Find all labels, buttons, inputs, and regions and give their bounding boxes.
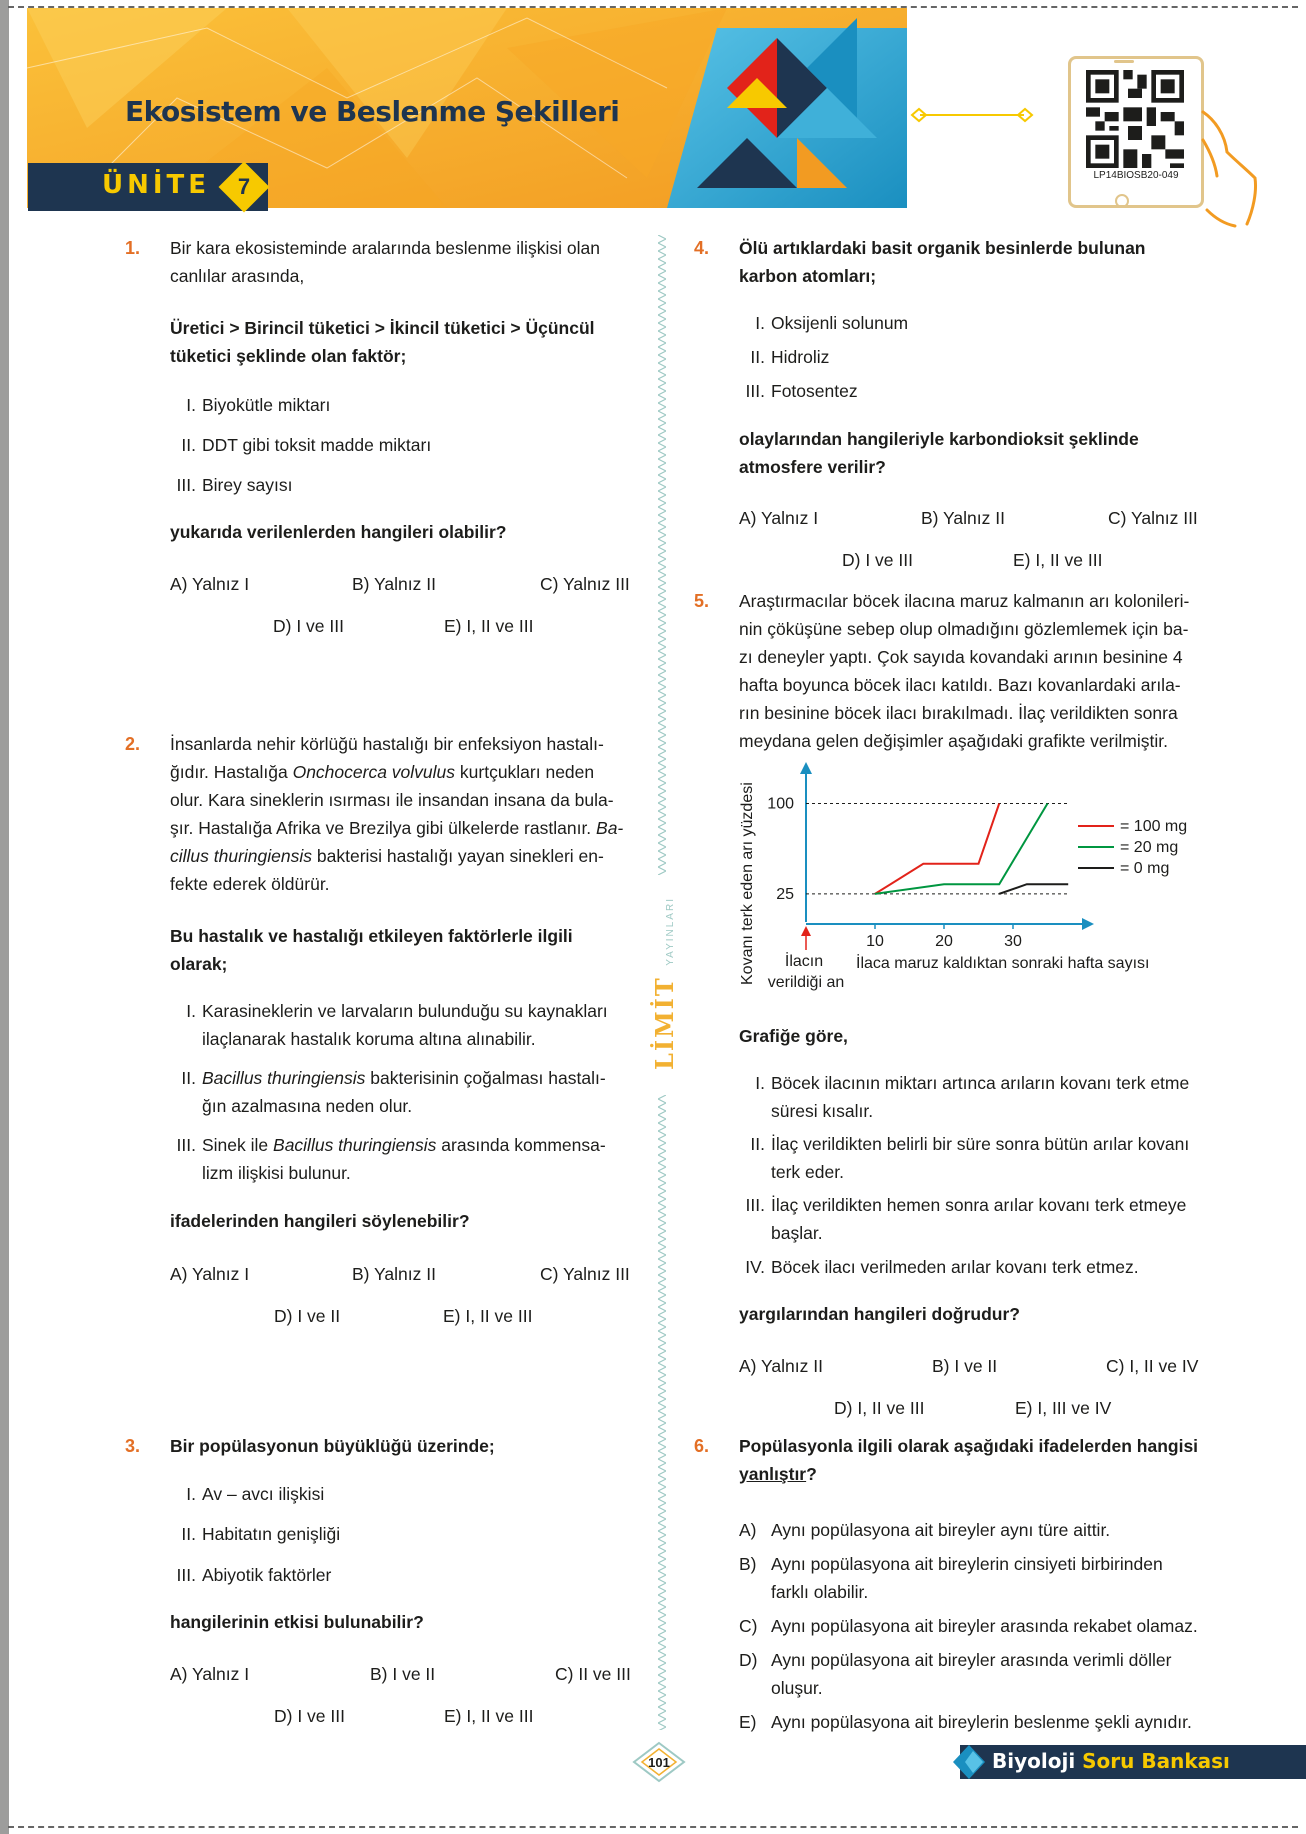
q2-item-text: Sinek ile bbox=[202, 1135, 274, 1155]
q6-option-letter: D) bbox=[739, 1650, 758, 1670]
q4-answer-c[interactable]: C) Yalnız III bbox=[1108, 508, 1198, 528]
q5-question: yargılarından hangileri doğrudur? bbox=[739, 1304, 1020, 1324]
q1-item-text: Birey sayısı bbox=[202, 475, 293, 495]
chart-x-origin-label-1: İlacın bbox=[784, 953, 824, 970]
q1-item-text: DDT gibi toksit madde miktarı bbox=[202, 435, 432, 455]
q5-answer-d[interactable]: D) I, II ve III bbox=[834, 1398, 925, 1418]
q2-text: ğıdır. Hastalığa bbox=[170, 762, 293, 782]
q1-item-numeral: III. bbox=[176, 475, 196, 495]
footer-brand bbox=[992, 1749, 1230, 1773]
q3-answer-d[interactable]: D) I ve III bbox=[274, 1706, 345, 1726]
q2-species-name: Onchocerca volvulus bbox=[292, 762, 456, 782]
chart-x-origin-label-2: verildiği an bbox=[767, 974, 845, 991]
q1-answer-e[interactable]: E) I, II ve III bbox=[444, 616, 534, 636]
q1-answer-c[interactable]: C) Yalnız III bbox=[540, 574, 630, 594]
chart-y-tick-label: 25 bbox=[776, 885, 794, 903]
chart-series-line bbox=[999, 884, 1068, 894]
chart-y-axis-label: Kovanı terk eden arı yüzdesi bbox=[739, 782, 756, 985]
q5-item-numeral: II. bbox=[750, 1134, 765, 1154]
q5-line: Araştırmacılar böcek ilacına maruz kalmanın arı kolonileri- bbox=[739, 591, 1190, 611]
q4-answer-d[interactable]: D) I ve III bbox=[842, 550, 913, 570]
q3-item-numeral: III. bbox=[176, 1565, 196, 1585]
q2-item-numeral: I. bbox=[186, 1001, 196, 1021]
footer-brand-part1: Biyoloji bbox=[992, 1749, 1076, 1773]
test-number: 9 bbox=[945, 111, 1003, 206]
q3-question: hangilerinin etkisi bulunabilir? bbox=[170, 1612, 424, 1632]
q1-intro: Bir kara ekosisteminde aralarında beslenme ilişkisi olan canlılar arasında, bbox=[170, 238, 600, 286]
q3-number: 3. bbox=[125, 1436, 141, 1456]
q5-line: rın besinine böcek ilacı bırakılmadı. İlaç verildikten sonra bbox=[739, 703, 1178, 723]
q6-option-letter: A) bbox=[739, 1520, 757, 1540]
q1-stem: Üretici > Birincil tüketici > İkincil tüketici > Üçüncül tüketici şeklinde olan faktör; bbox=[170, 318, 595, 366]
q2-line: fekte ederek öldürür. bbox=[170, 874, 330, 894]
q4-item-numeral: III. bbox=[745, 381, 765, 401]
q1-item-numeral: II. bbox=[181, 435, 196, 455]
q5-answer-b[interactable]: B) I ve II bbox=[932, 1356, 998, 1376]
q2-number: 2. bbox=[125, 734, 141, 754]
q2-line: olur. Kara sineklerin ısırması ile insandan insana da bula- bbox=[170, 790, 614, 810]
q3-item-numeral: II. bbox=[181, 1524, 196, 1544]
test-label: Test bbox=[930, 72, 1017, 112]
q5-item-numeral: III. bbox=[745, 1195, 765, 1215]
q2-text: kurtçukları neden bbox=[455, 762, 595, 782]
q3-answer-a[interactable]: A) Yalnız I bbox=[170, 1664, 250, 1684]
chart-x-tick-label: 30 bbox=[1004, 933, 1022, 950]
q2-species-name: Ba- bbox=[596, 818, 624, 838]
q2-text: şır. Hastalığa Afrika ve Brezilya gibi ülkelerde rastlanır. bbox=[170, 818, 597, 838]
q2-answer-b[interactable]: B) Yalnız II bbox=[352, 1264, 436, 1284]
q2-species-name: cillus thuringiensis bbox=[170, 846, 313, 866]
publisher-name: LİMİT bbox=[650, 976, 679, 1070]
unit-number: 7 bbox=[237, 174, 251, 199]
q2-answer-e[interactable]: E) I, II ve III bbox=[443, 1306, 533, 1326]
q4-item-text: Hidroliz bbox=[771, 347, 830, 367]
q5-item-text: İlaç verildikten hemen sonra arılar kovanı terk etmeye başlar. bbox=[771, 1195, 1187, 1243]
q6-option-text: Aynı popülasyona ait bireyler arasında verimli döller oluşur. bbox=[771, 1650, 1172, 1698]
q2-item-text: Karasineklerin ve larvaların bulunduğu su kaynakları ilaçlanarak hastalık koruma altına alınabilir. bbox=[202, 1001, 608, 1049]
q2-item-text: ğın azalmasına neden olur. bbox=[202, 1096, 413, 1116]
q4-answer-e[interactable]: E) I, II ve III bbox=[1013, 550, 1103, 570]
q6-stem bbox=[739, 1432, 1201, 1488]
unit-label: ÜNİTE bbox=[102, 170, 211, 200]
q5-answer-e[interactable]: E) I, III ve IV bbox=[1015, 1398, 1112, 1418]
q5-paragraph bbox=[739, 587, 1189, 755]
chart-x-tick-label: 20 bbox=[935, 933, 953, 950]
q1-answer-d[interactable]: D) I ve III bbox=[273, 616, 344, 636]
chart-legend-label: = 0 mg bbox=[1120, 860, 1170, 877]
q6-stem-text: Popülasyonla ilgili olarak aşağıdaki ifadelerden hangisi bbox=[739, 1436, 1199, 1456]
q6-option-text: Aynı popülasyona ait bireylerin beslenme şekli aynıdır. bbox=[771, 1712, 1192, 1732]
q2-stem: Bu hastalık ve hastalığı etkileyen faktörlerle ilgili olarak; bbox=[170, 926, 573, 974]
q1-item-numeral: I. bbox=[186, 395, 196, 415]
q4-item-text: Fotosentez bbox=[771, 381, 858, 401]
chart-x-axis-arrow bbox=[1082, 918, 1094, 930]
chart-y-tick-label: 100 bbox=[767, 795, 794, 813]
page-title: Ekosistem ve Beslenme Şekilleri bbox=[125, 95, 620, 128]
q4-item-text: Oksijenli solunum bbox=[771, 313, 909, 333]
q3-item-numeral: I. bbox=[186, 1484, 196, 1504]
q5-item-text: Böcek ilacı verilmeden arılar kovanı terk etmez. bbox=[771, 1257, 1139, 1277]
q4-number: 4. bbox=[694, 238, 710, 258]
q1-item-text: Biyokütle miktarı bbox=[202, 395, 331, 415]
q2-question: ifadelerinden hangileri söylenebilir? bbox=[170, 1211, 470, 1231]
qr-code-label: LP14BIOSB20-049 bbox=[1093, 170, 1179, 181]
q3-item-text: Av – avcı ilişkisi bbox=[202, 1484, 325, 1504]
q6-stem-emphasis: yanlıştır bbox=[739, 1464, 807, 1484]
q6-option-letter: C) bbox=[739, 1616, 758, 1636]
chart-series-line bbox=[875, 804, 999, 894]
chart-origin-arrowhead bbox=[801, 926, 811, 936]
q3-answer-e[interactable]: E) I, II ve III bbox=[444, 1706, 534, 1726]
q2-item-numeral: II. bbox=[181, 1068, 196, 1088]
q6-option-text: Aynı popülasyona ait bireylerin cinsiyeti birbirinden farklı olabilir. bbox=[771, 1554, 1163, 1602]
q5-stem: Grafiğe göre, bbox=[739, 1026, 848, 1046]
footer-brand-part2: Soru Bankası bbox=[1082, 1749, 1230, 1773]
q2-species-name: Bacillus thuringiensis bbox=[202, 1068, 366, 1088]
q4-question: olaylarından hangileriyle karbondioksit şeklinde atmosfere verilir? bbox=[739, 429, 1139, 477]
q2-answer-d[interactable]: D) I ve II bbox=[274, 1306, 341, 1326]
q2-answer-c[interactable]: C) Yalnız III bbox=[540, 1264, 630, 1284]
q3-answer-c[interactable]: C) II ve III bbox=[555, 1664, 631, 1684]
q6-option-letter: E) bbox=[739, 1712, 757, 1732]
chart-legend-label: = 20 mg bbox=[1120, 839, 1179, 856]
q5-number: 5. bbox=[694, 591, 710, 611]
page-number: 101 bbox=[648, 1755, 670, 1770]
q5-line: hafta boyunca böcek ilacı katıldı. Bazı kovanlardaki arıla- bbox=[739, 675, 1181, 695]
q2-item-numeral: III. bbox=[176, 1135, 196, 1155]
q1-number: 1. bbox=[125, 238, 141, 258]
chart-x-tick-label: 10 bbox=[866, 933, 884, 950]
q2-item-text: arasında kommensa- bbox=[436, 1135, 606, 1155]
q5-item-numeral: I. bbox=[755, 1073, 765, 1093]
q4-item-numeral: I. bbox=[755, 313, 765, 333]
q4-answer-a[interactable]: A) Yalnız I bbox=[739, 508, 819, 528]
publisher-suffix: YAYINLARI bbox=[665, 897, 676, 966]
q2-item-text: bakterisinin çoğalması hastalı- bbox=[365, 1068, 606, 1088]
q5-item-numeral: IV. bbox=[745, 1257, 765, 1277]
q6-option-text: Aynı popülasyona ait bireyler aynı türe aittir. bbox=[771, 1520, 1111, 1540]
q3-item-text: Habitatın genişliği bbox=[202, 1524, 341, 1544]
q2-species-name: Bacillus thuringiensis bbox=[273, 1135, 437, 1155]
q3-stem: Bir popülasyonun büyüklüğü üzerinde; bbox=[170, 1436, 495, 1456]
page-number-badge bbox=[632, 1741, 686, 1783]
q6-option-letter: B) bbox=[739, 1554, 757, 1574]
chart-series-line bbox=[875, 804, 1048, 894]
q2-answer-a[interactable]: A) Yalnız I bbox=[170, 1264, 250, 1284]
q3-answer-b[interactable]: B) I ve II bbox=[370, 1664, 436, 1684]
q1-answer-a[interactable]: A) Yalnız I bbox=[170, 574, 250, 594]
chart-x-axis-label: İlaca maruz kaldıktan sonraki hafta sayısı bbox=[856, 955, 1150, 972]
q6-stem-end: ? bbox=[806, 1464, 817, 1484]
q2-text: bakterisi hastalığı yayan sinekleri en- bbox=[312, 846, 604, 866]
q3-item-text: Abiyotik faktörler bbox=[202, 1565, 332, 1585]
q5-answer-c[interactable]: C) I, II ve IV bbox=[1106, 1356, 1199, 1376]
q5-line: zı deneyler yaptı. Çok sayıda kovandaki arının besinine 4 bbox=[739, 647, 1183, 667]
q6-option-text: Aynı popülasyona ait bireyler arasında rekabet olamaz. bbox=[771, 1616, 1198, 1636]
q5-item-text: İlaç verildikten belirli bir süre sonra bütün arılar kovanı terk eder. bbox=[771, 1134, 1190, 1182]
q4-stem: Ölü artıklardaki basit organik besinlerde bulunan karbon atomları; bbox=[739, 238, 1146, 286]
q1-answer-b[interactable]: B) Yalnız II bbox=[352, 574, 436, 594]
q1-question: yukarıda verilenlerden hangileri olabilir? bbox=[170, 522, 507, 542]
q2-line: İnsanlarda nehir körlüğü hastalığı bir enfeksiyon hastalı- bbox=[170, 734, 604, 754]
q5-line: meydana gelen değişimler aşağıdaki grafikte verilmiştir. bbox=[739, 731, 1168, 751]
q5-line-chart bbox=[736, 760, 1188, 1000]
q2-item-text: lizm ilişkisi bulunur. bbox=[202, 1163, 351, 1183]
q4-item-numeral: II. bbox=[750, 347, 765, 367]
chart-legend-label: = 100 mg bbox=[1120, 818, 1188, 835]
q5-line: nin çöküşüne sebep olup olmadığını gözlemlemek için ba- bbox=[739, 619, 1189, 639]
q6-number: 6. bbox=[694, 1436, 710, 1456]
q5-item-text: Böcek ilacının miktarı artınca arıların kovanı terk etme süresi kısalır. bbox=[771, 1073, 1190, 1121]
chart-y-axis-arrow bbox=[800, 762, 812, 774]
footer-diamond-icon bbox=[953, 1745, 989, 1779]
q4-answer-b[interactable]: B) Yalnız II bbox=[921, 508, 1005, 528]
q5-answer-a[interactable]: A) Yalnız II bbox=[739, 1356, 823, 1376]
